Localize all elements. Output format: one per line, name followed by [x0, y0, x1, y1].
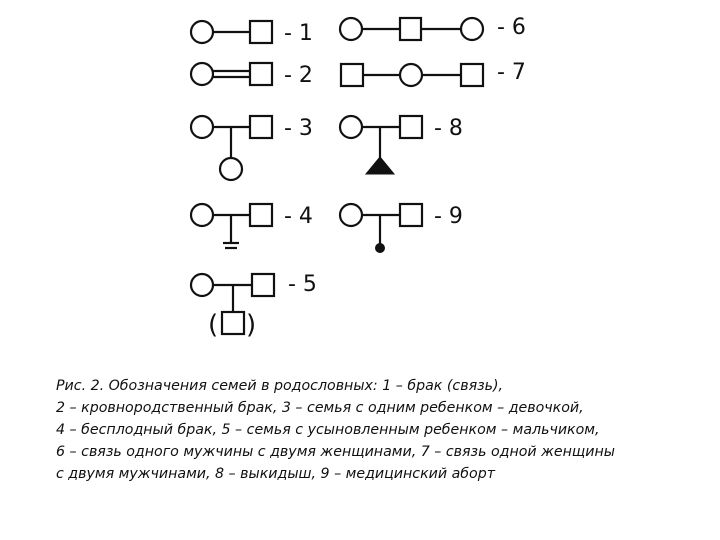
- female-symbol: [340, 18, 362, 40]
- female-symbol: [400, 64, 422, 86]
- male-symbol: [461, 64, 483, 86]
- label-4: - 4: [284, 204, 313, 229]
- caption-line: с двумя мужчинами, 8 – выкидыш, 9 – медицинский аборт: [56, 466, 495, 482]
- male-symbol: [250, 21, 272, 43]
- female-symbol: [191, 63, 213, 85]
- caption-line: 6 – связь одного мужчины с двумя женщинами, 7 – связь одной женщины: [56, 444, 615, 460]
- caption-line: Рис. 2. Обозначения семей в родословных: 1 – брак (связь),: [56, 378, 504, 394]
- male-symbol: [400, 204, 422, 226]
- male-symbol: [400, 18, 421, 40]
- male-symbol: [250, 63, 272, 85]
- daughter-symbol: [220, 158, 242, 180]
- figure-caption: [56, 375, 696, 485]
- label-8: - 8: [434, 116, 463, 141]
- label-6: - 6: [497, 15, 526, 40]
- label-1: - 1: [284, 21, 313, 46]
- male-symbol: [250, 116, 272, 138]
- caption-line: 2 – кровнородственный брак, 3 – семья с одним ребенком – девочкой,: [56, 400, 584, 416]
- female-symbol: [340, 116, 362, 138]
- paren-open: (: [208, 310, 219, 340]
- male-symbol: [341, 64, 363, 86]
- label-9: - 9: [434, 204, 463, 229]
- caption-line: 4 – бесплодный брак, 5 – семья с усыновленным ребенком – мальчиком,: [56, 422, 600, 438]
- female-symbol: [461, 18, 483, 40]
- label-3: - 3: [284, 116, 313, 141]
- female-symbol: [191, 274, 213, 296]
- label-2: - 2: [284, 63, 313, 88]
- female-symbol: [340, 204, 362, 226]
- symbol-marriage: [191, 21, 272, 43]
- symbol-man-two-women: [340, 18, 483, 40]
- label-7: - 7: [497, 60, 526, 85]
- abortion-dot: [376, 244, 385, 253]
- male-symbol: [252, 274, 274, 296]
- male-symbol: [250, 204, 272, 226]
- symbol-family-adopted-son: [191, 274, 274, 340]
- paren-close: ): [246, 310, 257, 340]
- symbol-consanguineous-marriage: [191, 63, 272, 85]
- symbol-woman-two-men: [341, 64, 483, 86]
- male-symbol: [400, 116, 422, 138]
- symbol-family-one-daughter: [191, 116, 272, 180]
- female-symbol: [191, 21, 213, 43]
- symbol-medical-abortion: [340, 204, 422, 253]
- adopted-son-symbol: [222, 312, 244, 334]
- label-5: - 5: [288, 272, 317, 297]
- symbol-miscarriage: [340, 116, 422, 174]
- female-symbol: [191, 116, 213, 138]
- miscarriage-triangle: [366, 157, 394, 174]
- female-symbol: [191, 204, 213, 226]
- symbol-childless-marriage: [191, 204, 272, 248]
